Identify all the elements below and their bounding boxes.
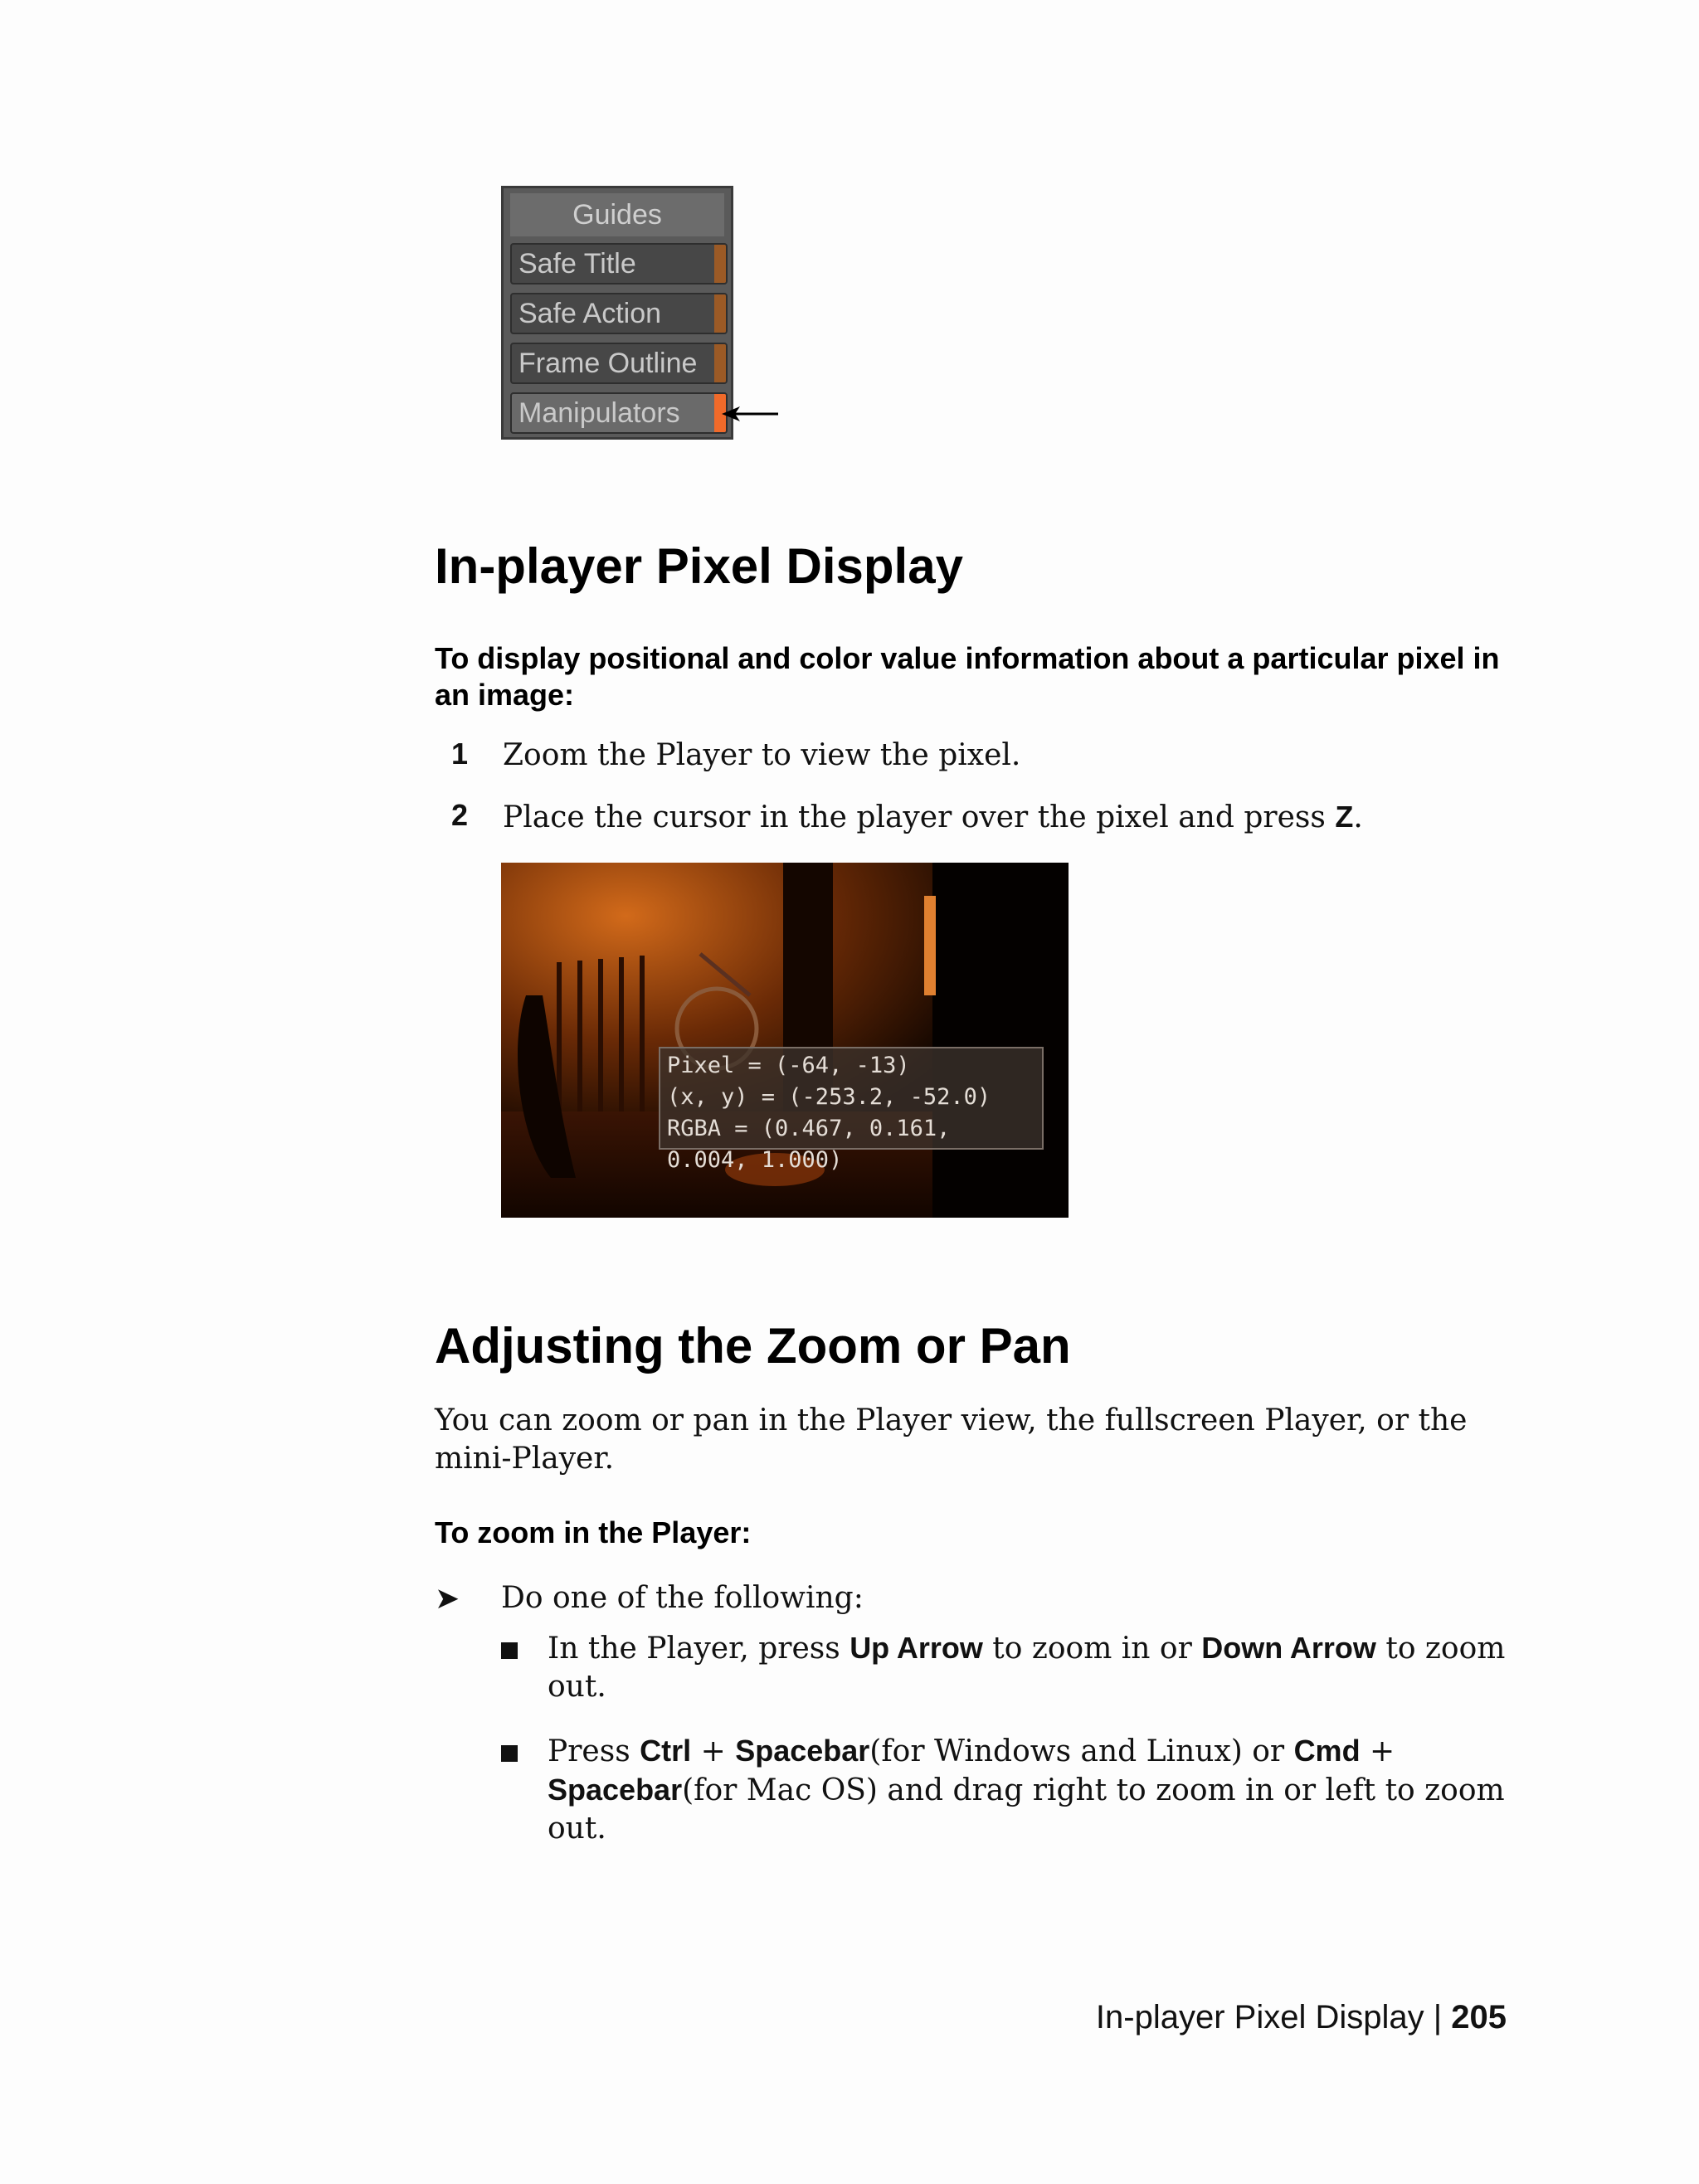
guides-panel bbox=[501, 186, 733, 440]
key-down-arrow: Down Arrow bbox=[1201, 1631, 1376, 1665]
step-text: Place the cursor in the player over the pixel and press Z. bbox=[503, 800, 1363, 834]
step-number: 1 bbox=[450, 737, 468, 771]
section-heading-zoom-pan: Adjusting the Zoom or Pan bbox=[435, 1318, 1071, 1374]
frame-outline-indicator bbox=[714, 344, 726, 382]
section-heading-pixel-display: In-player Pixel Display bbox=[435, 538, 963, 594]
safe-title-indicator bbox=[714, 245, 726, 283]
xy-coordinate-readout: (x, y) = (-253.2, -52.0) bbox=[667, 1084, 991, 1110]
footer-separator: | bbox=[1424, 1999, 1452, 2036]
page-footer bbox=[1096, 1999, 1507, 2036]
key-spacebar: Spacebar bbox=[735, 1734, 870, 1768]
key-z: Z bbox=[1335, 800, 1354, 834]
arrow-bullet-icon: ➤ bbox=[435, 1581, 460, 1615]
zoom-pan-intro: You can zoom or pan in the Player view, the fullscreen Player, or the mini-Player. bbox=[435, 1403, 1468, 1476]
safe-title-label: Safe Title bbox=[518, 248, 636, 280]
frame-outline-toggle[interactable] bbox=[510, 343, 728, 384]
bullet-2-text: Press Ctrl + Spacebar(for Windows and Linux) or Cmd + Spacebar(for Mac OS) and drag right to zoom in or left to zoom out. bbox=[548, 1734, 1505, 1846]
square-bullet-icon bbox=[501, 1745, 518, 1762]
safe-action-label: Safe Action bbox=[518, 298, 662, 329]
frame-outline-label: Frame Outline bbox=[518, 348, 698, 379]
key-ctrl: Ctrl bbox=[640, 1734, 692, 1768]
bullet-item-1 bbox=[501, 1629, 1521, 1706]
procedure-lead-zoom: To zoom in the Player: bbox=[435, 1515, 752, 1549]
safe-title-toggle[interactable] bbox=[510, 243, 728, 285]
callout-arrow-icon bbox=[722, 403, 780, 425]
key-up-arrow: Up Arrow bbox=[850, 1631, 983, 1665]
footer-section-title: In-player Pixel Display bbox=[1095, 1999, 1424, 2036]
square-bullet-icon bbox=[501, 1642, 518, 1659]
player-screenshot bbox=[501, 863, 1069, 1218]
page-number: 205 bbox=[1451, 1999, 1507, 2036]
safe-action-indicator bbox=[714, 294, 726, 333]
step-number: 2 bbox=[450, 798, 468, 832]
key-spacebar-mac: Spacebar bbox=[548, 1773, 683, 1807]
arrow-step bbox=[435, 1579, 864, 1617]
safe-action-toggle[interactable] bbox=[510, 293, 728, 334]
key-cmd: Cmd bbox=[1293, 1734, 1361, 1768]
guides-panel-title: Guides bbox=[510, 193, 724, 236]
manipulators-toggle[interactable] bbox=[510, 392, 728, 434]
step-text: Zoom the Player to view the pixel. bbox=[503, 738, 1021, 772]
step-2 bbox=[435, 798, 1513, 837]
pixel-coordinate-readout: Pixel = (-64, -13) bbox=[667, 1053, 910, 1078]
bullet-1-text: In the Player, press Up Arrow to zoom in or Down Arrow to zoom out. bbox=[548, 1631, 1506, 1704]
step-1 bbox=[435, 737, 1513, 775]
arrow-step-text: Do one of the following: bbox=[501, 1581, 864, 1615]
procedure-lead-pixel-display: To display positional and color value information about a particular pixel in an image: bbox=[435, 641, 1500, 712]
pixel-info-overlay bbox=[659, 1047, 1044, 1173]
rgba-value-readout: RGBA = (0.467, 0.161, 0.004, 1.000) bbox=[667, 1116, 951, 1173]
manipulators-label: Manipulators bbox=[518, 397, 680, 429]
bullet-item-2 bbox=[501, 1732, 1521, 1848]
